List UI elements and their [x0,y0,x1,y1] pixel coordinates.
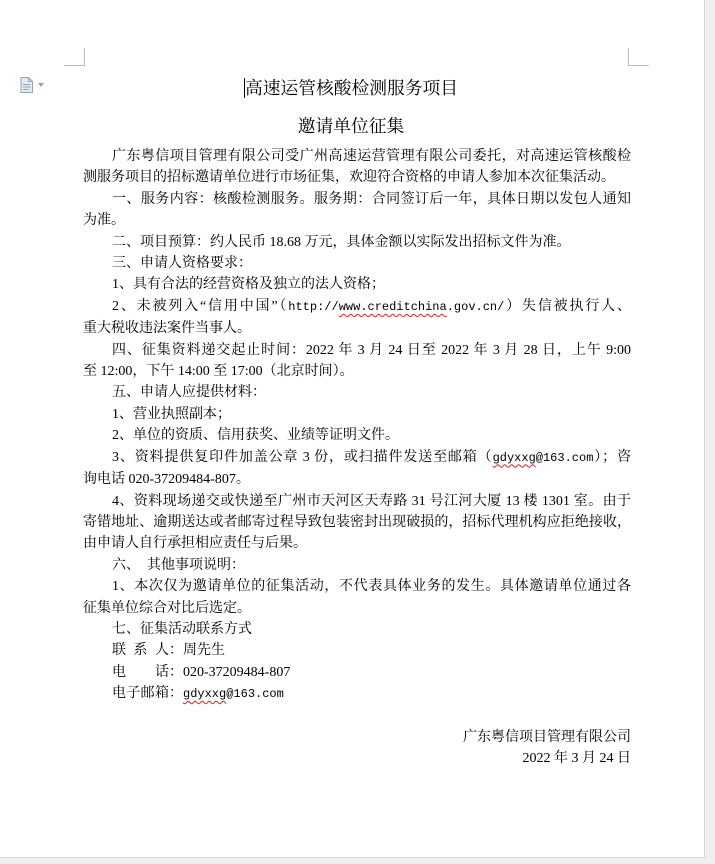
other-matters-item-1-line-1: 1、本次仅为邀请单位的征集活动，不代表具体业务的发生。具体邀请单位通过各 [112,579,631,595]
materials-item-4-line-2: 寄错地址、逾期送达或者邮寄过程导致包装密封出现破损的，招标代理机构应拒绝接收， [83,514,631,530]
url-host: www.creditchina [338,299,447,314]
materials-item-4-line-3: 由申请人自行承担相应责任与后果。 [83,536,307,552]
crop-mark-top-right-vertical [628,48,629,66]
materials-item-3-suffix: ）；咨 [593,449,632,465]
document-title-text: 高速运管核酸检测服务项目 [244,78,458,98]
contact-email-colon: ： [169,686,183,702]
qualification-item-2-suffix: ）失信被执行人、 [504,298,631,314]
chevron-down-icon [38,83,44,87]
document-icon [20,77,33,93]
email-domain: @163.com [535,450,594,465]
qualification-item-2-prefix: 2、未被列入“信用中国”（ [112,298,289,314]
materials-item-1: 1、营业执照副本； [112,406,231,422]
contact-email-user: gdyxxg [183,687,227,702]
url-scheme: http:// [288,299,339,314]
other-matters-item-1-line-2: 征集单位综合对比后选定。 [83,600,251,616]
crop-mark-top-left-horizontal [64,65,85,66]
materials-heading: 五、申请人应提供材料： [112,385,266,401]
contact-email-domain: @163.com [226,687,284,702]
contact-email-line [83,683,631,705]
signature-date: 2022 年 3 月 24 日 [522,751,631,767]
qualification-item-1: 1、具有合法的经营资格及独立的法人资格； [112,277,385,293]
document-subtitle [83,114,631,138]
other-matters-heading: 六、 其他事项说明： [112,557,245,573]
contact-person-label: 联 系 人 [112,643,169,659]
intro-line-2: 测服务项目的招标邀请单位进行市场征集，欢迎符合资格的申请人参加本次征集活动。 [83,170,615,186]
qualification-item-2-line-1 [83,296,631,318]
contact-phone-line [83,662,631,683]
document-title [83,76,631,100]
budget-line: 二、项目预算：约人民币 18.68 万元，具体金额以实际发出招标文件为准。 [112,234,571,250]
submission-time-line-1: 四、征集资料递交起止时间：2022 年 3 月 24 日至 2022 年 3 月 28 日，上午 9:00 [112,342,631,358]
submission-time-line-2: 至 12:00，下午 14:00 至 17:00（北京时间）。 [83,364,354,380]
blank-line [83,706,631,727]
crop-mark-top-left-vertical [84,48,85,66]
document-body [83,146,631,770]
service-content-line-1: 一、服务内容：核酸检测服务。服务期：合同签订后一年，具体日期以发包人通知 [112,191,631,207]
materials-item-3-line-1 [83,447,631,469]
contact-phone-value: 020-37209484-807 [183,664,291,680]
signature-organization: 广东粤信项目管理有限公司 [463,729,631,745]
qualification-item-2-line-2: 重大税收违法案件当事人。 [83,321,251,337]
document-subtitle-text: 邀请单位征集 [297,116,405,136]
contact-heading: 七、征集活动联系方式 [112,621,252,637]
intro-line-1: 广东粤信项目管理有限公司受广州高速运营管理有限公司委托，对高速运管核酸检 [112,149,631,164]
contact-person-value: 周先生 [183,643,225,659]
materials-item-3-line-2: 询电话 020-37209484-807。 [83,472,250,488]
contact-phone-label: 电 话 [112,664,169,680]
email-user: gdyxxg [492,450,536,465]
service-content-line-2: 为准。 [83,213,125,229]
materials-item-3-prefix: 3、资料提供复印件加盖公章 3 份，或扫描件发送至邮箱（ [112,449,493,465]
contact-person-colon: ： [169,643,183,659]
url-rest: .gov.cn/ [446,299,505,314]
contact-email-label: 电子邮箱 [112,686,169,702]
contact-person-line [83,640,631,661]
qualification-heading: 三、申请人资格要求： [112,256,252,272]
contact-phone-colon: ： [169,664,183,680]
materials-item-2: 2、单位的资质、信用获奖、业绩等证明文件。 [112,428,399,444]
materials-item-4-line-1: 4、资料现场递交或快递至广州市天河区天寿路 31 号江河大厦 13 楼 1301 室。由于 [112,493,631,509]
document-menu-button[interactable] [20,76,50,94]
crop-mark-top-right-horizontal [628,65,649,66]
